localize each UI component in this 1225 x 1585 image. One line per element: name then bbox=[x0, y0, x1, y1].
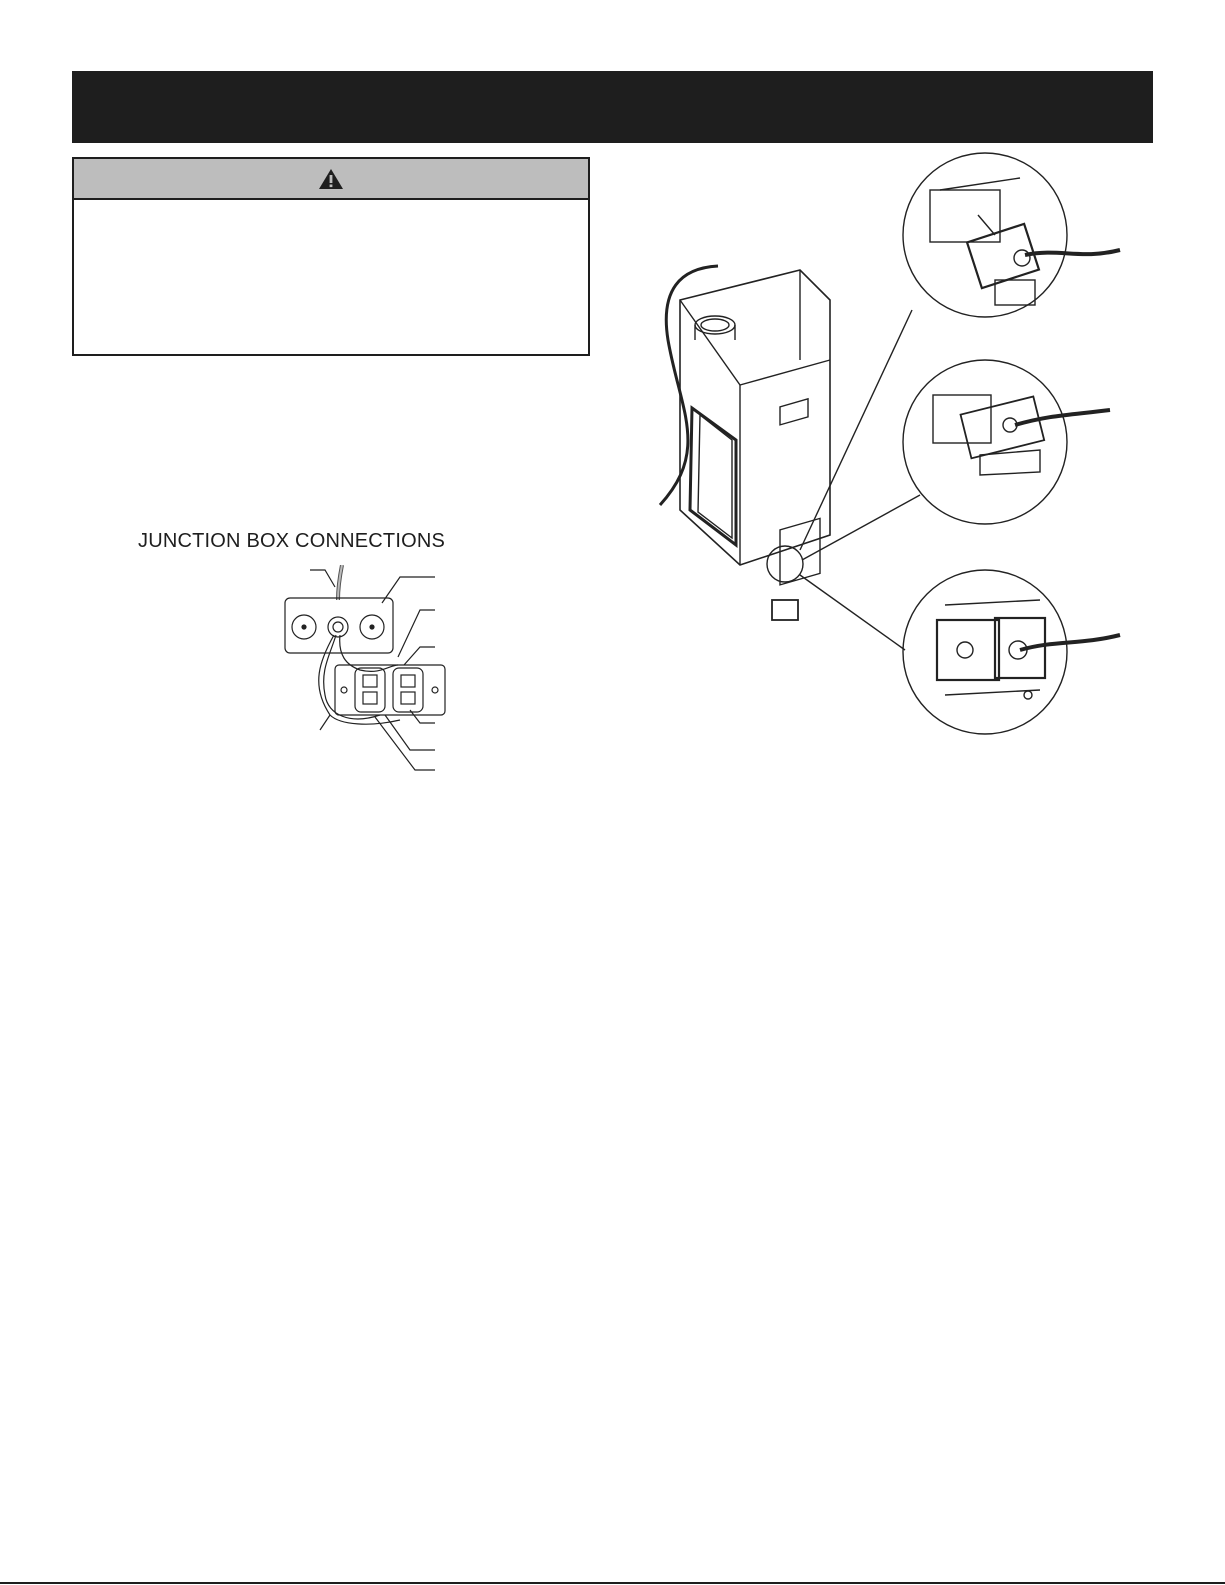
warning-triangle-icon bbox=[318, 168, 344, 190]
junction-box-wiring-diagram bbox=[280, 565, 450, 780]
junction-box-title: JUNCTION BOX CONNECTIONS bbox=[138, 530, 446, 552]
fireplace-junction-box-illustration bbox=[640, 150, 1160, 750]
page-bottom-rule bbox=[0, 1582, 1225, 1584]
warning-box bbox=[72, 157, 590, 356]
section-header-bar bbox=[72, 71, 1153, 143]
warning-header bbox=[74, 159, 588, 200]
